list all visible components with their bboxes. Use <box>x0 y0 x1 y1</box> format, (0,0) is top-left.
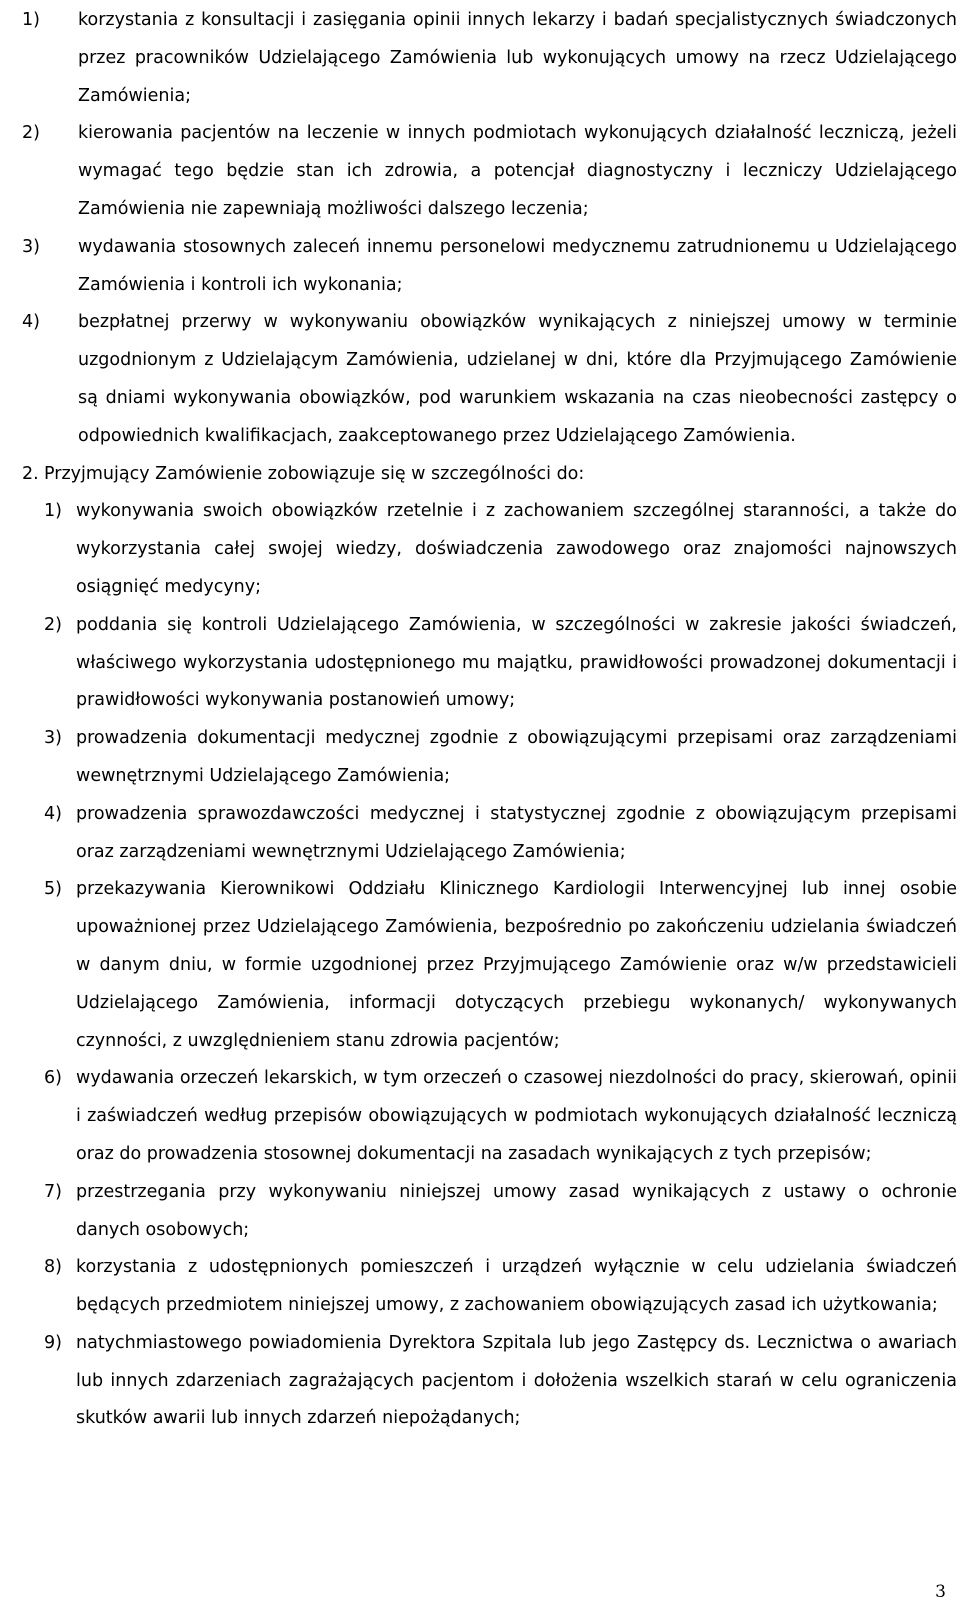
section-body <box>44 456 957 1439</box>
item-number: 3) <box>44 728 62 749</box>
item-number: 7) <box>44 1181 62 1202</box>
item-text: natychmiastowego powiadomienia Dyrektora Szpitala lub jego Zastępcy ds. Lecznictwa o awariach lub innych zdarzeniach zagrażających pacjentom i dołożenia wszelkich starań w celu ograniczenia skutków awarii lub innych zdarzeń niepożądanych; <box>76 1332 957 1429</box>
item-number: 9) <box>44 1332 62 1353</box>
list-item <box>44 871 957 1060</box>
item-text: korzystania z konsultacji i zasięgania opinii innych lekarzy i badań specjalistycznych świadczonych przez pracowników Udzielającego Zamówienia lub wykonujących umowy na rzecz Udzielającego Zamówienia; <box>78 10 957 106</box>
item-text: wydawania orzeczeń lekarskich, w tym orzeczeń o czasowej niezdolności do pracy, skierowań, opinii i zaświadczeń według przepisów obowiązujących w podmiotach wykonujących działalność leczniczą oraz do prowadzenia stosownej dokumentacji na zasadach wynikających z tych przepisów; <box>76 1068 957 1164</box>
list-item <box>44 796 957 872</box>
item-number: 4) <box>22 312 40 333</box>
item-number: 1) <box>44 501 62 522</box>
list-item <box>44 1060 957 1173</box>
section-number: 2. <box>22 463 39 484</box>
list-item <box>44 607 957 720</box>
list-item <box>44 1249 957 1325</box>
list-item <box>44 1174 957 1250</box>
item-number: 4) <box>44 803 62 824</box>
item-text: poddania się kontroli Udzielającego Zamówienia, w szczególności w zakresie jakości świadczeń, właściwego wykorzystania udostępnionego mu majątku, prawidłowości prowadzonej dokumentacji i prawidłowości wykonywania postanowień umowy; <box>76 614 957 711</box>
item-number: 2) <box>22 123 40 144</box>
document-content <box>22 2 957 1438</box>
section-intro: Przyjmujący Zamówienie zobowiązuje się w szczególności do: <box>44 463 585 484</box>
item-text: przekazywania Kierownikowi Oddziału Klinicznego Kardiologii Interwencyjnej lub innej osobie upoważnionej przez Udzielającego Zamówienia, bezpośrednio po zakończeniu udzielania świadczeń w danym dniu, w formie uzgodnionej przez Przyjmującego Zamówienie oraz w/w przedstawicieli Udzielającego Zamówienia, informacji dotyczących przebiegu wykonanych/ wykonywanych czynności, z uwzględnieniem stanu zdrowia pacjentów; <box>76 879 957 1051</box>
item-number: 1) <box>22 10 40 30</box>
item-number: 6) <box>44 1068 62 1089</box>
list-item <box>44 1325 957 1438</box>
item-text: kierowania pacjentów na leczenie w innych podmiotach wykonujących działalność leczniczą, jeżeli wymagać tego będzie stan ich zdrowia, a potencjał diagnostyczny i leczniczy Udzielającego Zamówienia nie zapewniają możliwości dalszego leczenia; <box>78 123 957 219</box>
item-text: prowadzenia dokumentacji medycznej zgodnie z obowiązującymi przepisami oraz zarządzeniami wewnętrznymi Udzielającego Zamówienia; <box>76 728 957 786</box>
item-number: 2) <box>44 614 62 635</box>
list-item <box>22 2 957 115</box>
item-text: przestrzegania przy wykonywaniu niniejszej umowy zasad wynikających z ustawy o ochronie danych osobowych; <box>76 1181 957 1240</box>
item-number: 8) <box>44 1257 62 1278</box>
list-item <box>44 493 957 606</box>
list-item <box>22 229 957 305</box>
page-number: 3 <box>935 1582 946 1602</box>
item-number: 5) <box>44 879 62 900</box>
item-text: wykonywania swoich obowiązków rzetelnie i z zachowaniem szczególnej staranności, a także do wykorzystania całej swojej wiedzy, doświadczenia zawodowego oraz znajomości najnowszych osiągnięć medycyny; <box>76 501 957 597</box>
item-text: wydawania stosownych zaleceń innemu personelowi medycznemu zatrudnionemu u Udzielającego Zamówienia i kontroli ich wykonania; <box>78 236 957 295</box>
item-text: korzystania z udostępnionych pomieszczeń i urządzeń wyłącznie w celu udzielania świadczeń będących przedmiotem niniejszej umowy, z zachowaniem obowiązujących zasad ich użytkowania; <box>76 1257 957 1316</box>
item-text: prowadzenia sprawozdawczości medycznej i statystycznej zgodnie z obowiązującym przepisami oraz zarządzeniami wewnętrznymi Udzielającego Zamówienia; <box>76 803 957 862</box>
list-item <box>22 304 957 455</box>
item-text: bezpłatnej przerwy w wykonywaniu obowiązków wynikających z niniejszej umowy w terminie uzgodnionym z Udzielającym Zamówienia, udzielanej w dni, które dla Przyjmującego Zamówienie są dniami wykonywania obowiązków, pod warunkiem wskazania na czas nieobecności zastępcy o odpowiednich kwalifikacjach, zaakceptowanego przez Udzielającego Zamówienia. <box>78 312 957 446</box>
section-2 <box>22 456 957 1439</box>
list-item <box>44 720 957 796</box>
list-item <box>22 115 957 228</box>
item-number: 3) <box>22 236 40 257</box>
